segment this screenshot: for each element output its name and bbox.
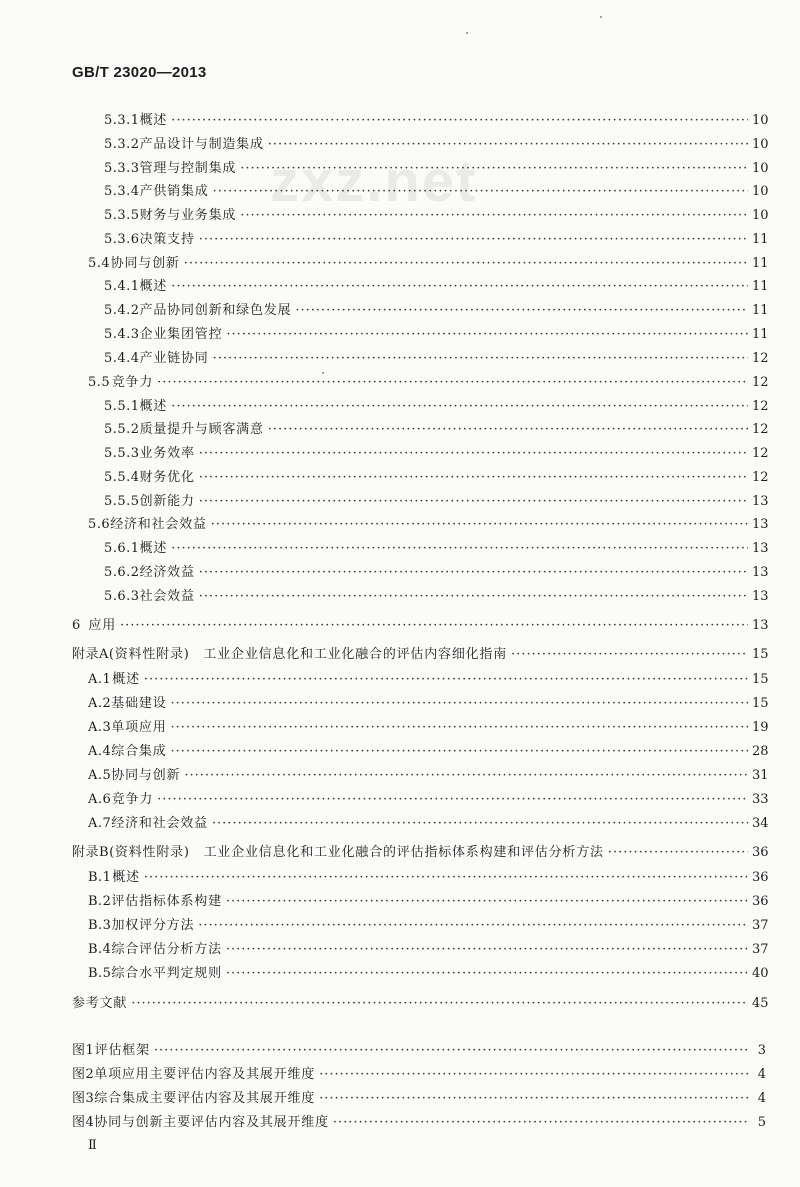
toc-entry-page: 36 [752,894,769,909]
toc-entry[interactable] [104,445,769,463]
toc-entry-number: 图1 [72,1043,95,1058]
toc-entry[interactable] [88,719,769,737]
toc-leader-dots [226,965,748,983]
toc-entry-title: 社会效益 [139,589,195,604]
toc-entry-number: 5.4.3 [104,327,140,342]
toc-leader-dots [226,893,748,911]
toc-entry-number: B.4 [88,942,112,957]
toc-leader-dots [171,112,748,130]
toc-entry[interactable] [88,767,769,785]
toc-entry-number: 5.5.2 [104,422,140,437]
toc-entry-number: 5.4.1 [104,279,140,294]
toc-entry-title: 业务效率 [139,446,195,461]
toc-entry-title: (资料性附录) 工业企业信息化和工业化融合的评估指标体系构建和评估分析方法 [109,845,604,860]
toc-entry-title: 协同与创新 [110,256,180,271]
watermark: zxz.net [270,149,478,214]
toc-entry-title: 参考文献 [72,996,128,1011]
toc-entry-page: 15 [752,672,769,687]
toc-entry-page: 15 [752,696,769,711]
toc-entry-title: 创新能力 [139,494,195,509]
toc-entry-page: 45 [752,996,769,1011]
toc-entry-number: 5.3.4 [104,184,140,199]
toc-entry-page: 28 [752,744,769,759]
toc-leader-dots [608,844,748,862]
toc-entry[interactable] [88,671,769,689]
toc-entry[interactable] [104,564,769,582]
toc-entry-page: 13 [752,589,769,604]
toc-leader-dots [171,398,748,416]
toc-entry-title: 协同与创新主要评估内容及其展开维度 [94,1115,329,1130]
toc-entry-title: 综合集成 [111,744,167,759]
toc-leader-dots [171,743,749,761]
toc-entry[interactable] [88,869,769,887]
toc-entry-page: 13 [752,541,769,556]
toc-entry-page: 12 [752,375,769,390]
toc-entry-number: 5.5.5 [104,494,140,509]
toc-entry-title: 概述 [139,399,168,414]
toc-entry-title: 概述 [139,541,168,556]
toc-leader-dots [171,278,748,296]
toc-leader-dots [333,1114,748,1132]
toc-entry-page: 12 [752,446,769,461]
toc-entry-number: 5.6 [88,517,111,532]
toc-entry-title: 基础建设 [111,696,167,711]
toc-entry-page: 11 [752,327,769,342]
toc-entry[interactable] [104,112,769,130]
toc-entry-page: 10 [752,113,769,128]
toc-entry-title: 企业集团管控 [139,327,223,342]
scan-speck [322,372,324,374]
toc-entry-number: 图3 [72,1091,95,1106]
toc-entry[interactable] [104,136,769,154]
toc-entry-number: 5.5 [88,375,111,390]
toc-entry[interactable] [88,965,769,983]
toc-entry-page: 13 [752,517,769,532]
toc-entry-number: A.3 [88,720,112,735]
toc-entry-page: 40 [752,966,769,981]
toc-entry-number: 5.3.5 [104,208,140,223]
toc-entry-number: 5.3.2 [104,137,140,152]
toc-entry-title: 综合集成主要评估内容及其展开维度 [94,1091,316,1106]
toc-leader-dots [199,231,748,249]
toc-entry-title: 经济和社会效益 [111,816,208,831]
toc-entry-page: 31 [752,768,769,783]
toc-entry[interactable] [72,1066,766,1084]
toc-entry-title: 产品设计与制造集成 [139,137,264,152]
toc-leader-dots [240,160,748,178]
toc-leader-dots [171,695,749,713]
toc-entry-title: 单项应用 [111,720,167,735]
toc-leader-dots [184,255,748,273]
toc-leader-dots [295,302,748,320]
toc-entry-title: 评估指标体系构建 [111,894,222,909]
toc-entry-number: 5.3.3 [104,161,140,176]
toc-entry-title: 产供销集成 [139,184,209,199]
toc-entry[interactable] [88,917,769,935]
toc-entry-number: A.7 [88,816,112,831]
toc-entry-number: 5.5.1 [104,399,140,414]
toc-entry-title: 综合评估分析方法 [111,942,222,957]
toc-entry-number: 5.5.4 [104,470,140,485]
toc-leader-dots [319,1090,748,1108]
toc-entry[interactable] [104,350,769,368]
toc-entry[interactable] [104,588,769,606]
toc-entry-page: 37 [752,942,769,957]
toc-entry-page: 13 [752,494,769,509]
standard-code-header: GB/T 23020—2013 [72,64,207,81]
toc-entry[interactable] [88,516,769,534]
toc-leader-dots [154,1042,748,1060]
toc-entry-title: 综合水平判定规则 [111,966,222,981]
toc-entry-title: (资料性附录) 工业企业信息化和工业化融合的评估内容细化指南 [108,647,508,662]
toc-entry[interactable] [72,1090,766,1108]
toc-entry-page: 33 [752,792,769,807]
toc-leader-dots [171,540,748,558]
toc-entry-title: 协同与创新 [111,768,181,783]
toc-entry-page: 12 [752,422,769,437]
toc-entry[interactable] [104,540,769,558]
toc-entry-title: 评估框架 [94,1043,150,1058]
toc-entry-title: 加权评分方法 [111,918,195,933]
toc-entry[interactable] [88,893,769,911]
toc-entry-number: B.2 [88,894,112,909]
toc-entry-page: 11 [752,279,769,294]
toc-entry[interactable] [72,617,769,635]
toc-entry-page: 10 [752,161,769,176]
toc-entry-title: 概述 [139,279,168,294]
toc-entry-title: 财务与业务集成 [139,208,237,223]
toc-entry-title: 决策支持 [139,232,195,247]
toc-entry-page: 13 [752,618,769,633]
toc-leader-dots [157,374,748,392]
toc-leader-dots [131,995,748,1013]
toc-entry[interactable] [72,844,769,862]
toc-entry-page: 12 [752,470,769,485]
toc-entry[interactable] [104,326,769,344]
toc-leader-dots [144,869,748,887]
toc-leader-dots [268,421,748,439]
toc-entry-title: 概述 [139,113,168,128]
toc-leader-dots [268,136,748,154]
toc-entry-page: 12 [752,351,769,366]
toc-entry[interactable] [104,302,769,320]
toc-entry[interactable] [88,941,769,959]
toc-entry-page: 11 [752,256,769,271]
toc-leader-dots [213,350,748,368]
toc-entry-page: 11 [752,232,769,247]
toc-entry-page: 37 [752,918,769,933]
toc-entry-number: A.5 [88,768,112,783]
toc-entry[interactable] [88,815,769,833]
toc-entry-number: 6 [72,618,81,633]
toc-entry[interactable] [72,995,769,1013]
toc-entry-page: 10 [752,208,769,223]
toc-leader-dots [511,646,748,664]
toc-entry-title: 经济和社会效益 [110,517,207,532]
toc-entry-number: A.1 [88,672,112,687]
toc-entry[interactable] [104,207,769,225]
toc-leader-dots [184,767,748,785]
toc-entry-title: 经济效益 [139,565,195,580]
toc-leader-dots [212,815,748,833]
toc-entry-number: 5.5.3 [104,446,140,461]
toc-entry[interactable] [88,743,769,761]
toc-leader-dots [199,445,748,463]
toc-entry[interactable] [72,646,769,664]
toc-entry-number: 附录A [72,647,109,662]
toc-entry[interactable] [104,231,769,249]
scan-speck [600,16,602,18]
toc-entry[interactable] [104,183,769,201]
toc-entry-page: 36 [752,870,769,885]
toc-entry-number: 5.3.6 [104,232,140,247]
toc-entry-title: 产业链协同 [139,351,209,366]
toc-entry-title: 概述 [112,672,140,687]
toc-entry-number: 5.6.2 [104,565,140,580]
toc-entry[interactable] [72,1114,766,1132]
toc-entry-title: 竞争力 [111,375,154,390]
toc-leader-dots [226,941,748,959]
toc-entry[interactable] [72,1042,766,1060]
page-number: Ⅱ [88,1138,98,1153]
toc-entry[interactable] [104,421,769,439]
toc-entry-number: A.2 [88,696,112,711]
toc-entry-page: 10 [752,137,769,152]
toc-entry-number: B.1 [88,870,112,885]
toc-entry-page: 36 [752,845,769,860]
toc-entry-page: 5 [757,1115,766,1130]
toc-leader-dots [199,493,748,511]
toc-entry-number: 附录B [72,845,110,860]
toc-leader-dots [144,671,748,689]
toc-entry[interactable] [104,278,769,296]
toc-entry[interactable] [88,791,769,809]
toc-entry-number: A.6 [88,792,112,807]
toc-leader-dots [199,588,748,606]
toc-entry[interactable] [88,695,769,713]
toc-entry-page: 4 [757,1067,766,1082]
toc-entry-page: 4 [757,1091,766,1106]
toc-entry-number: 5.4.4 [104,351,140,366]
toc-leader-dots [157,791,748,809]
toc-entry-page: 10 [752,184,769,199]
toc-entry-number: A.4 [88,744,112,759]
toc-leader-dots [240,207,748,225]
toc-entry-number: B.3 [88,918,112,933]
toc-entry-number: B.5 [88,966,112,981]
toc-entry[interactable] [88,255,769,273]
toc-entry-page: 11 [752,303,769,318]
toc-entry-number: 图2 [72,1067,95,1082]
toc-entry-title: 质量提升与顾客满意 [139,422,264,437]
toc-leader-dots [198,917,748,935]
toc-entry-number: 5.4 [88,256,111,271]
toc-leader-dots [120,617,748,635]
toc-entry-title: 管理与控制集成 [139,161,237,176]
toc-entry-title: 财务优化 [139,470,195,485]
toc-entry-number: 5.3.1 [104,113,140,128]
toc-entry-title: 概述 [112,870,140,885]
toc-entry-page: 34 [752,816,769,831]
toc-entry-page: 12 [752,399,769,414]
toc-entry[interactable] [88,374,769,392]
toc-entry-page: 3 [757,1043,766,1058]
toc-entry[interactable] [104,493,769,511]
toc-entry-page: 15 [752,647,769,662]
toc-leader-dots [211,516,748,534]
toc-leader-dots [199,564,748,582]
toc-entry-number: 图4 [72,1115,95,1130]
toc-entry-title: 单项应用主要评估内容及其展开维度 [94,1067,316,1082]
toc-entry-title: 应用 [88,618,117,633]
toc-entry-page: 19 [752,720,769,735]
toc-leader-dots [213,183,748,201]
toc-entry-number: 5.4.2 [104,303,140,318]
scan-speck [466,32,468,34]
toc-entry[interactable] [104,160,769,178]
toc-entry-title: 竞争力 [111,792,154,807]
toc-entry[interactable] [104,469,769,487]
toc-leader-dots [199,469,748,487]
toc-entry[interactable] [104,398,769,416]
toc-entry-number: 5.6.1 [104,541,140,556]
toc-leader-dots [171,719,749,737]
toc-entry-page: 13 [752,565,769,580]
toc-leader-dots [319,1066,748,1084]
toc-entry-number: 5.6.3 [104,589,140,604]
toc-entry-title: 产品协同创新和绿色发展 [139,303,292,318]
toc-leader-dots [226,326,748,344]
